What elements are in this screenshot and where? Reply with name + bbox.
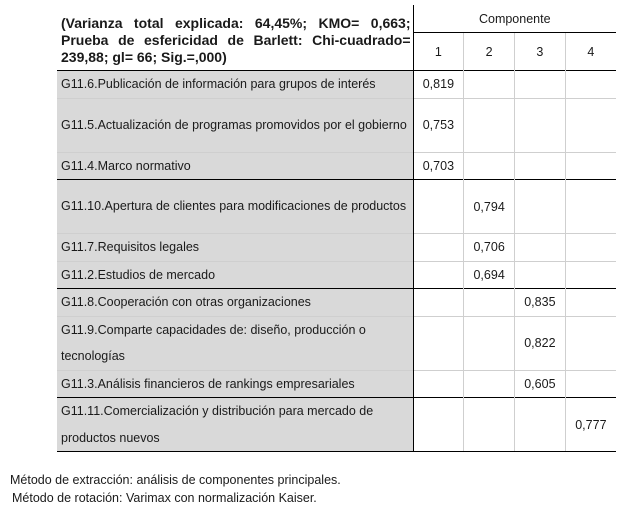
loading-cell-c3 xyxy=(515,398,566,452)
loading-cell-c4 xyxy=(565,71,616,99)
loading-cell-c3 xyxy=(515,261,566,289)
table-row xyxy=(57,71,616,99)
item-label: G11.3.Análisis financieros de rankings empresariales xyxy=(57,370,413,398)
component-number-1: 1 xyxy=(413,33,464,71)
item-label: G11.2.Estudios de mercado xyxy=(57,261,413,289)
table-row xyxy=(57,152,616,180)
rotated-component-matrix xyxy=(57,5,616,452)
loading-cell-c3 xyxy=(515,234,566,262)
item-label: G11.10.Apertura de clientes para modificaciones de productos xyxy=(57,180,413,234)
component-number-4: 4 xyxy=(565,33,616,71)
item-label: G11.6.Publicación de información para grupos de interés xyxy=(57,71,413,99)
item-label: G11.11.Comercialización y distribución para mercado de productos nuevos xyxy=(57,398,413,452)
loading-cell-c1: 0,703 xyxy=(413,152,464,180)
rotation-method-note: Método de rotación: Varimax con normalización Kaiser. xyxy=(12,491,317,505)
loading-cell-c2 xyxy=(464,289,515,317)
loading-cell-c3: 0,835 xyxy=(515,289,566,317)
loading-cell-c3 xyxy=(515,98,566,152)
item-label: G11.7.Requisitos legales xyxy=(57,234,413,262)
table-row xyxy=(57,180,616,234)
loading-cell-c1 xyxy=(413,180,464,234)
loading-cell-c3 xyxy=(515,152,566,180)
loading-cell-c2 xyxy=(464,370,515,398)
loading-cell-c4 xyxy=(565,370,616,398)
item-label: G11.8.Cooperación con otras organizaciones xyxy=(57,289,413,317)
loading-cell-c4 xyxy=(565,180,616,234)
loading-cell-c4 xyxy=(565,261,616,289)
table-row xyxy=(57,289,616,317)
loading-cell-c4: 0,777 xyxy=(565,398,616,452)
table-row xyxy=(57,398,616,452)
loading-cell-c4 xyxy=(565,289,616,317)
loading-cell-c1 xyxy=(413,261,464,289)
loading-cell-c2 xyxy=(464,316,515,370)
loading-cell-c2 xyxy=(464,71,515,99)
table-row xyxy=(57,370,616,398)
table-row xyxy=(57,98,616,152)
extraction-method-note: Método de extracción: análisis de componentes principales. xyxy=(10,473,341,487)
loading-cell-c1 xyxy=(413,316,464,370)
component-number-3: 3 xyxy=(515,33,566,71)
item-label: G11.5.Actualización de programas promovidos por el gobierno xyxy=(57,98,413,152)
loading-cell-c2 xyxy=(464,152,515,180)
table-row xyxy=(57,234,616,262)
loading-cell-c1 xyxy=(413,289,464,317)
table-row xyxy=(57,316,616,370)
loading-cell-c2: 0,706 xyxy=(464,234,515,262)
component-header: Componente xyxy=(413,5,616,33)
loading-cell-c3 xyxy=(515,71,566,99)
table-title: (Varianza total explicada: 64,45%; KMO= 0,663; Prueba de esfericidad de Barlett: Chi-cuadrado= 239,88; gl= 66; Sig.=,000) xyxy=(61,15,411,65)
loading-cell-c4 xyxy=(565,152,616,180)
loading-cell-c1 xyxy=(413,370,464,398)
loading-cell-c3: 0,822 xyxy=(515,316,566,370)
loading-cell-c1 xyxy=(413,398,464,452)
loading-cell-c3: 0,605 xyxy=(515,370,566,398)
loading-cell-c4 xyxy=(565,316,616,370)
loading-cell-c4 xyxy=(565,234,616,262)
item-label: G11.9.Comparte capacidades de: diseño, producción o tecnologías xyxy=(57,316,413,370)
loading-cell-c2 xyxy=(464,98,515,152)
table-row xyxy=(57,261,616,289)
loading-cell-c1 xyxy=(413,234,464,262)
loading-cell-c1: 0,753 xyxy=(413,98,464,152)
loading-cell-c4 xyxy=(565,98,616,152)
loading-cell-c1: 0,819 xyxy=(413,71,464,99)
loading-cell-c2: 0,794 xyxy=(464,180,515,234)
loading-cell-c2: 0,694 xyxy=(464,261,515,289)
item-label: G11.4.Marco normativo xyxy=(57,152,413,180)
table-body xyxy=(57,71,616,452)
component-number-2: 2 xyxy=(464,33,515,71)
loading-cell-c3 xyxy=(515,180,566,234)
loading-cell-c2 xyxy=(464,398,515,452)
